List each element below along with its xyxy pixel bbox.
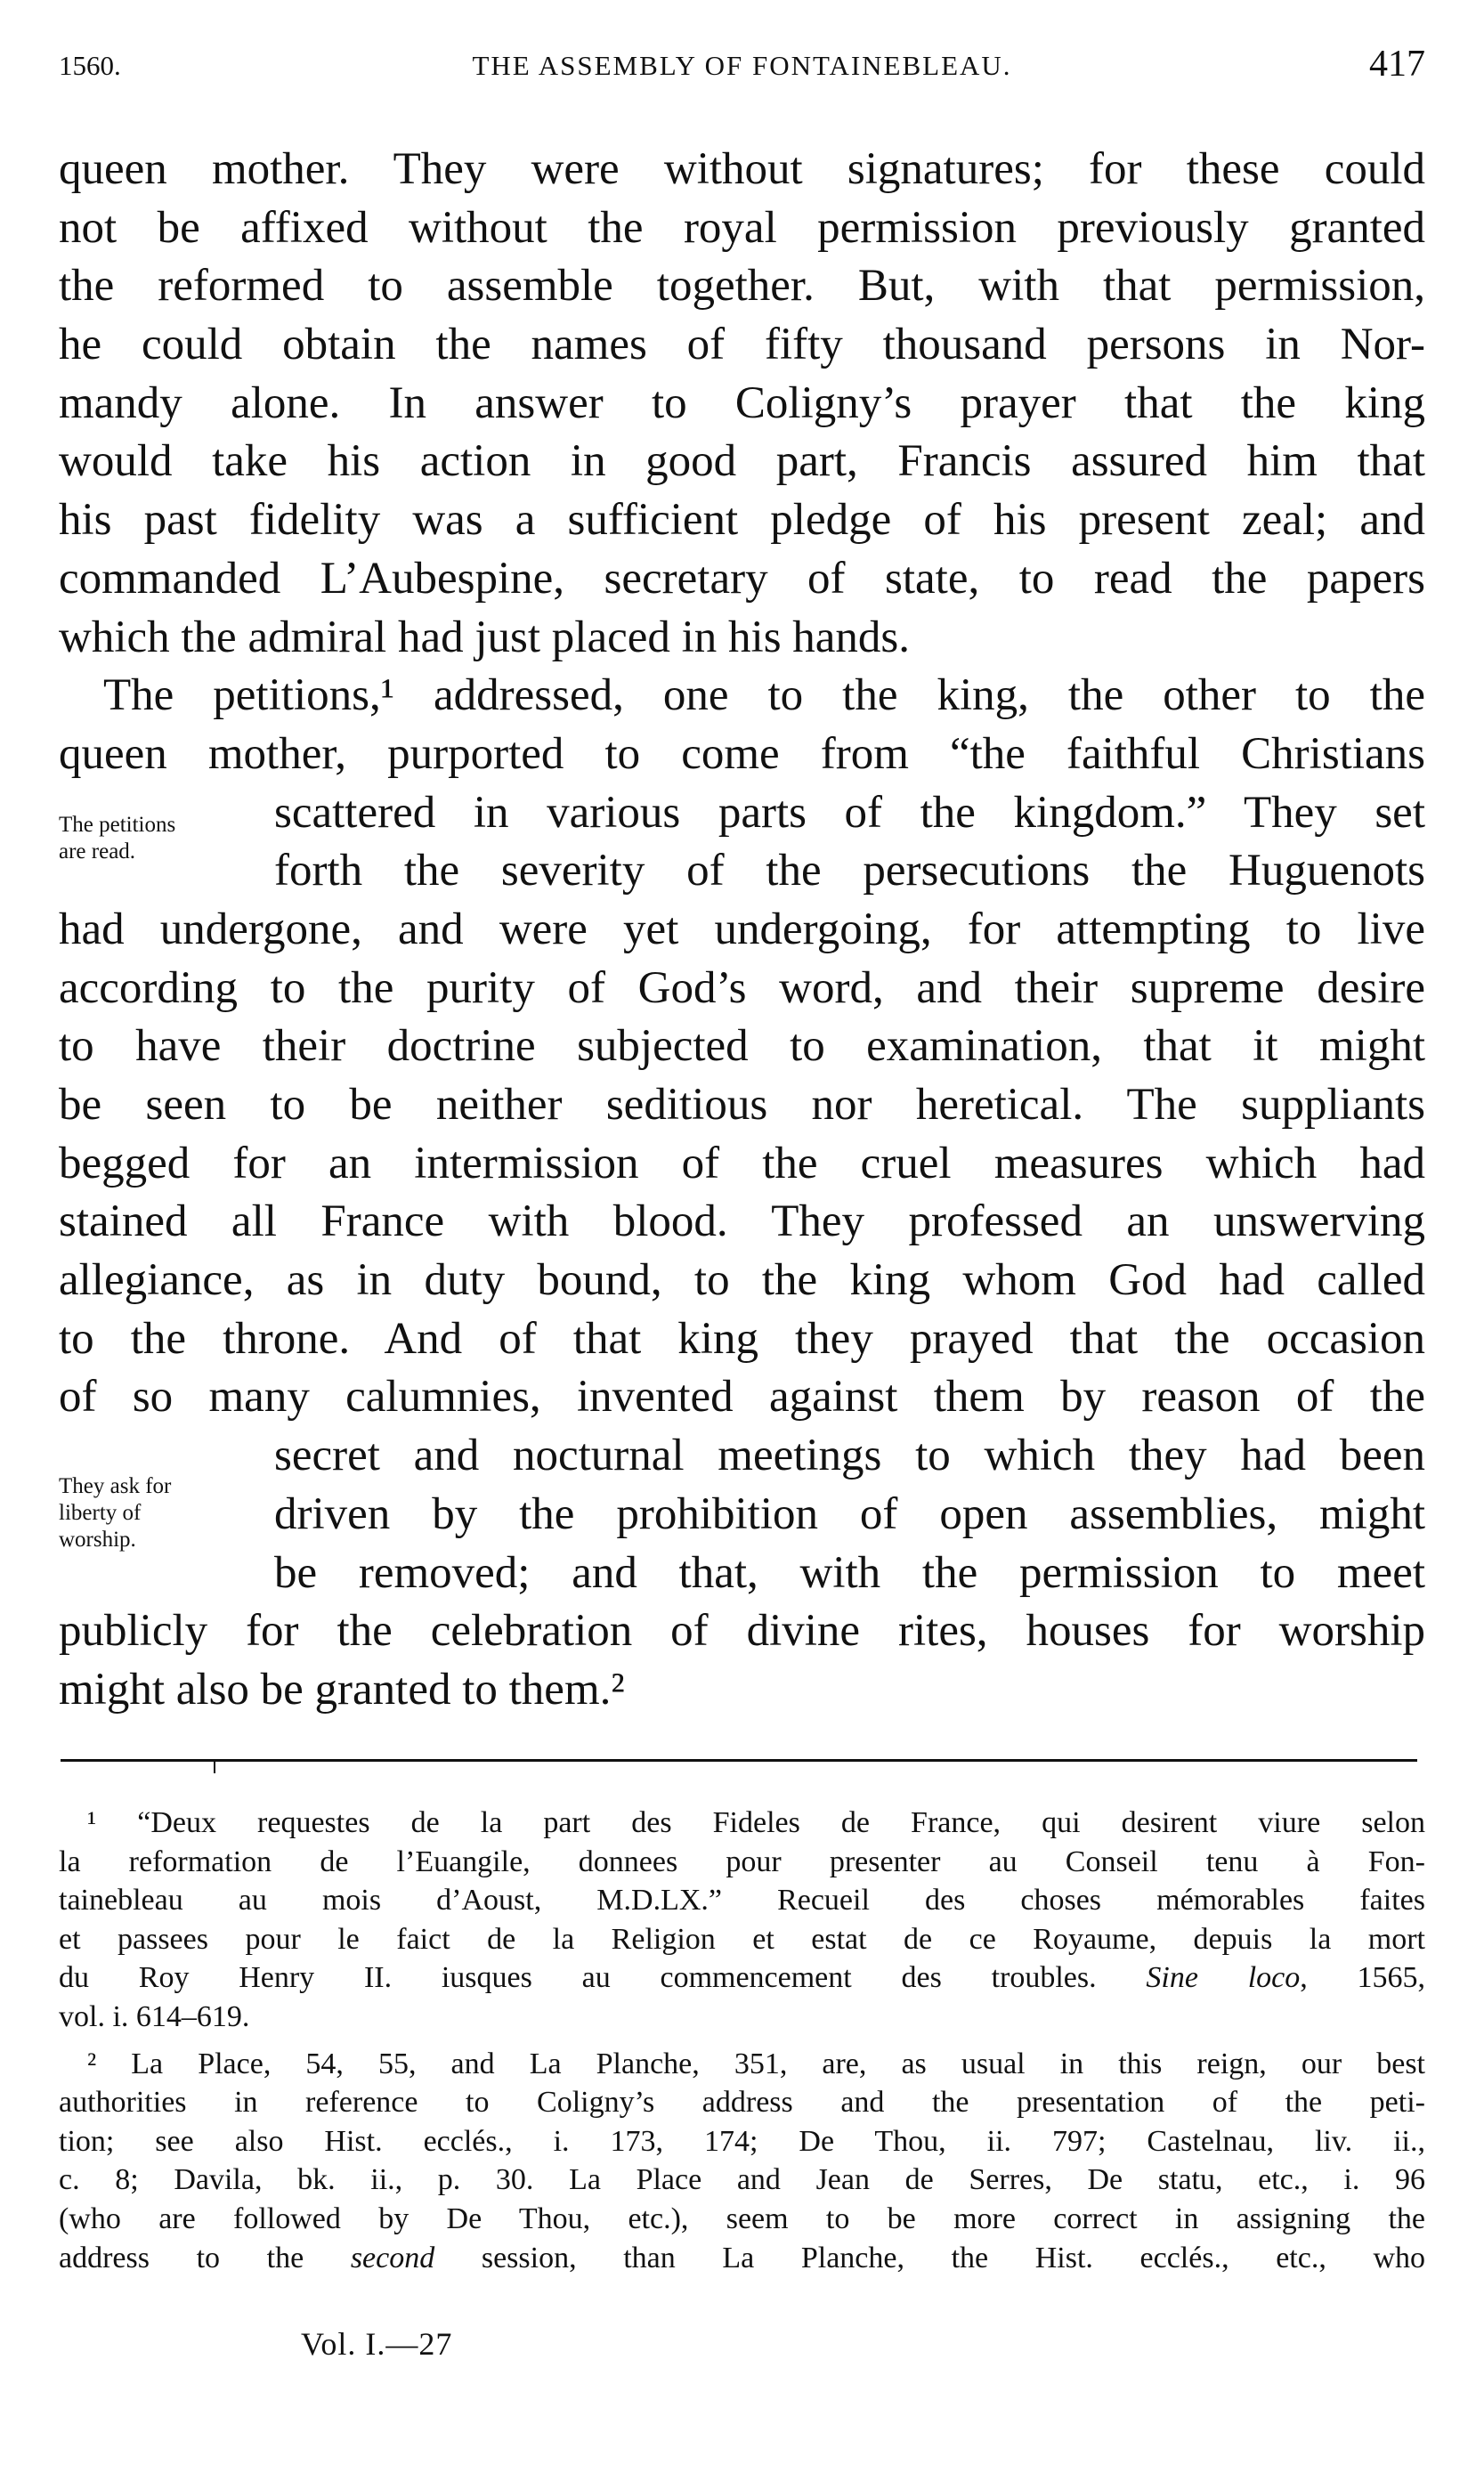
signature-mark: Vol. I.—27 — [301, 2326, 453, 2362]
footnote-line — [59, 1881, 1425, 1920]
footnote-text: (who are followed by De Thou, etc.), seem to be more correct in assigning the — [59, 2201, 1425, 2235]
margin-note-line: They ask for — [59, 1474, 172, 1498]
body-line: had undergone, and were yet undergoing, for attempting to live — [59, 904, 1425, 954]
footnote-line — [59, 2239, 1425, 2278]
footnote-line — [59, 2161, 1425, 2200]
footnote-line — [59, 1958, 1425, 1998]
footnote-line — [59, 2200, 1425, 2239]
body-line: scattered in various parts of the kingdom.” They set — [274, 787, 1425, 838]
footnote-text: vol. i. 614–619. — [59, 1999, 250, 2033]
body-line: of so many calumnies, invented against them by reason of the — [59, 1372, 1425, 1423]
body-line: which the admiral had just placed in his hands. — [59, 612, 911, 662]
footnote-text: authorities in reference to Coligny’s address and the presentation of the peti- — [59, 2086, 1425, 2120]
page-number: 417 — [1369, 44, 1425, 85]
body-line: begged for an intermission of the cruel measures which had — [59, 1138, 1425, 1188]
footnote-line — [59, 1998, 1425, 2037]
footnote-text: ¹ “Deux requestes de la part des Fideles de France, qui desirent viure selon — [87, 1806, 1425, 1839]
body-line: according to the purity of God’s word, and their supreme desire — [59, 962, 1425, 1013]
divider-mark — [214, 1761, 215, 1773]
body-line: his past fidelity was a sufficient pledge of his present zeal; and — [59, 495, 1425, 546]
footnote-text: tion; see also Hist. ecclés., i. 173, 174; De Thou, ii. 797; Castelnau, liv. ii., — [59, 2124, 1425, 2158]
footnotes — [59, 1804, 1425, 2277]
footnote-line — [59, 1920, 1425, 1959]
body-line: be seen to be neither seditious nor heretical. The suppliants — [59, 1080, 1425, 1130]
footnote-line — [59, 2122, 1425, 2161]
italic-text: Sine loco — [1146, 1961, 1301, 1995]
footnote-line — [59, 1804, 1425, 1843]
body-text — [59, 141, 1425, 1720]
body-line: to have their doctrine subjected to examination, that it might — [59, 1021, 1425, 1072]
margin-note-liberty — [59, 1473, 171, 1553]
body-line: queen mother, purported to come from “the faithful Christians — [59, 728, 1425, 779]
margin-note-line: are read. — [59, 839, 136, 864]
footnote-line — [59, 1843, 1425, 1882]
footnote-text: , 1565, — [1300, 1961, 1426, 1995]
margin-note-line: worship. — [59, 1528, 136, 1552]
footnote-text: et passees pour le faict de la Religion et estat de ce Royaume, depuis la mort — [59, 1922, 1425, 1956]
header-year: 1560. — [59, 50, 121, 81]
body-line: be removed; and that, with the permission to meet — [274, 1547, 1425, 1598]
body-line: to the throne. And of that king they prayed that the occasion — [59, 1313, 1425, 1364]
italic-text: second — [350, 2241, 435, 2274]
body-line: might also be granted to them.² — [59, 1664, 625, 1715]
header-title: THE ASSEMBLY OF FONTAINEBLEAU. — [472, 50, 1012, 81]
running-header — [59, 43, 1425, 87]
footnote-text: ² La Place, 54, 55, and La Planche, 351, are, as usual in this reign, our best — [87, 2047, 1425, 2080]
body-line: queen mother. They were without signatures; for these could — [59, 144, 1425, 194]
body-line: mandy alone. In answer to Coligny’s prayer that the king — [59, 377, 1425, 428]
footnote-text: session, than La Planche, the Hist. ecclés., etc., who — [434, 2241, 1425, 2274]
footnote-line — [59, 2083, 1425, 2122]
body-line: secret and nocturnal meetings to which they had been — [274, 1431, 1425, 1481]
margin-note-line: The petitions — [59, 813, 176, 837]
body-line: allegiance, as in duty bound, to the king whom God had called — [59, 1255, 1425, 1306]
body-line: forth the severity of the persecutions the Huguenots — [274, 846, 1425, 896]
body-line: stained all France with blood. They professed an unswerving — [59, 1196, 1425, 1247]
body-line: driven by the prohibition of open assemblies, might — [274, 1488, 1425, 1539]
margin-note-petitions — [59, 812, 175, 865]
footnote-text: du Roy Henry II. iusques au commencement des troubles. — [59, 1961, 1147, 1995]
footnote-text: address to the — [59, 2241, 351, 2274]
body-line: not be affixed without the royal permission previously granted — [59, 202, 1425, 253]
body-line: he could obtain the names of fifty thousand persons in Nor- — [59, 320, 1425, 370]
footnote-divider — [61, 1759, 1417, 1762]
footnote-text: la reformation de l’Euangile, donnees pour presenter au Conseil tenu à Fon- — [59, 1845, 1425, 1878]
body-line: would take his action in good part, Francis assured him that — [59, 436, 1425, 487]
margin-note-line: liberty of — [59, 1501, 142, 1525]
footnote-text: tainebleau au mois d’Aoust, M.D.LX.” Recueil des choses mémorables faites — [59, 1884, 1425, 1918]
footnote-line — [59, 2045, 1425, 2084]
body-line: the reformed to assemble together. But, with that permission, — [59, 261, 1425, 312]
body-line: commanded L’Aubespine, secretary of state, to read the papers — [59, 553, 1425, 604]
footnote-text: c. 8; Davila, bk. ii., p. 30. La Place and Jean de Serres, De statu, etc., i. 96 — [59, 2163, 1425, 2197]
body-line: publicly for the celebration of divine rites, houses for worship — [59, 1606, 1425, 1657]
body-line: The petitions,¹ addressed, one to the king, the other to the — [103, 670, 1425, 721]
